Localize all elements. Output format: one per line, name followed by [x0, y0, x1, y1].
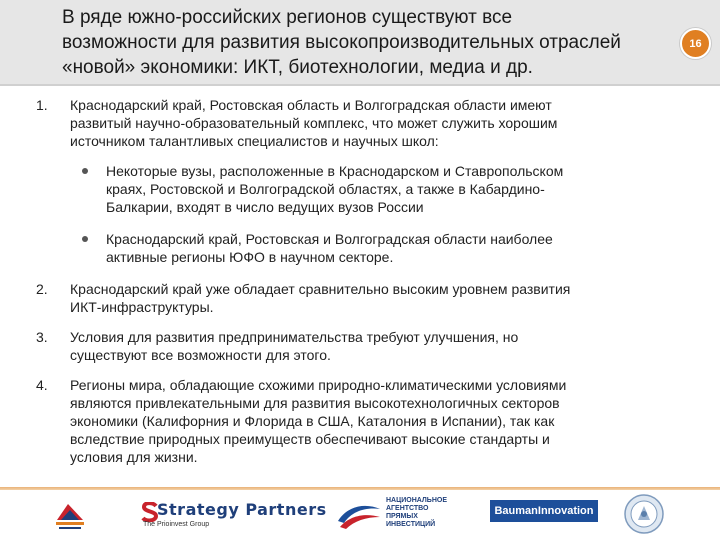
list-item-text: существуют все возможности для этого.: [70, 347, 331, 363]
list-item-text: экономики (Калифорния и Флорида в США, Каталония в Испании), так как: [70, 413, 555, 429]
list-item-number: 2.: [36, 281, 48, 297]
list-item-number: 4.: [36, 377, 48, 393]
sub-bullet-text: Краснодарский край, Ростовская и Волгоградская области наиболее: [106, 231, 553, 247]
bullet-dot-icon: [82, 236, 88, 242]
strategy-partners-subtext: The Prioinvest Group: [143, 521, 210, 528]
sub-bullet: [70, 162, 676, 216]
list-item-text: Краснодарский край уже обладает сравнительно высоким уровнем развития: [70, 281, 571, 297]
list-item-number: 3.: [36, 329, 48, 345]
list-item-text: Условия для развития предпринимательства требуют улучшения, но: [70, 329, 519, 345]
agency-name-line: НАЦИОНАЛЬНОЕ: [386, 497, 448, 504]
list-item-text: ИКТ-инфраструктуры.: [70, 299, 214, 315]
sub-bullet-text: Некоторые вузы, расположенные в Краснодарском и Ставропольском: [106, 163, 564, 179]
footer-logo-bar: [0, 490, 720, 540]
title-divider: [0, 84, 720, 86]
title-band: [0, 0, 720, 84]
agency-name-line: ПРЯМЫХ: [386, 513, 418, 520]
list-item-text: Регионы мира, обладающие схожими природно-климатическими условиями: [70, 377, 567, 393]
list-item: [36, 280, 676, 316]
university-seal-logo: [624, 494, 664, 534]
strategy-partners-logo: [141, 500, 327, 534]
sub-bullet-text: краях, Ростовской и Волгоградской областях, а также в Кабардино-: [106, 181, 545, 197]
sub-bullet-text: Балкарии, входят в число ведущих вузов России: [106, 199, 424, 215]
sub-bullet-text: активные регионы ЮФО в научном секторе.: [106, 249, 394, 265]
strategy-partners-wordmark: Strategy Partners: [157, 500, 327, 519]
list-item-text: вследствие природных преимуществ обеспечивают высокие стандарты и: [70, 431, 550, 447]
national-investment-agency-logo: [336, 497, 458, 533]
list-item-text: развитый научно-образовательный комплекс, что может служить хорошим: [70, 115, 558, 131]
agency-name-line: ИНВЕСТИЦИЙ: [386, 521, 436, 528]
sub-bullet-list: [70, 162, 676, 266]
slide-title-line: «новой» экономики: ИКТ, биотехнологии, медиа и др.: [62, 57, 533, 78]
list-item-number: 1.: [36, 97, 48, 113]
agency-name: [386, 497, 447, 529]
slide-title-line: В ряде южно-российских регионов существуют все: [62, 7, 513, 28]
list-item: [36, 328, 676, 364]
list-item-text: Краснодарский край, Ростовская область и Волгоградская области имеют: [70, 97, 552, 113]
page-number-badge: 16: [680, 28, 711, 59]
list-item-text: источником талантливых специалистов и научных школ:: [70, 133, 439, 149]
list-item: [36, 376, 676, 466]
slide-body: [36, 96, 676, 478]
bauman-innovation-wordmark: BaumanInnovation: [494, 505, 594, 517]
agency-name-line: АГЕНТСТВО: [386, 505, 429, 512]
list-item-text: являются привлекательными для развития высокотехнологичных секторов: [70, 395, 560, 411]
regional-emblem-logo: [52, 496, 88, 534]
bullet-dot-icon: [82, 168, 88, 174]
list-item-text: условия для жизни.: [70, 449, 198, 465]
agency-swoosh-icon: [336, 501, 382, 531]
slide-title-line: возможности для развития высокопроизводительных отраслей: [62, 32, 621, 53]
bauman-innovation-logo: [490, 500, 598, 522]
sub-bullet: [70, 230, 676, 266]
slide-title: [62, 5, 662, 80]
list-item: [36, 96, 676, 266]
